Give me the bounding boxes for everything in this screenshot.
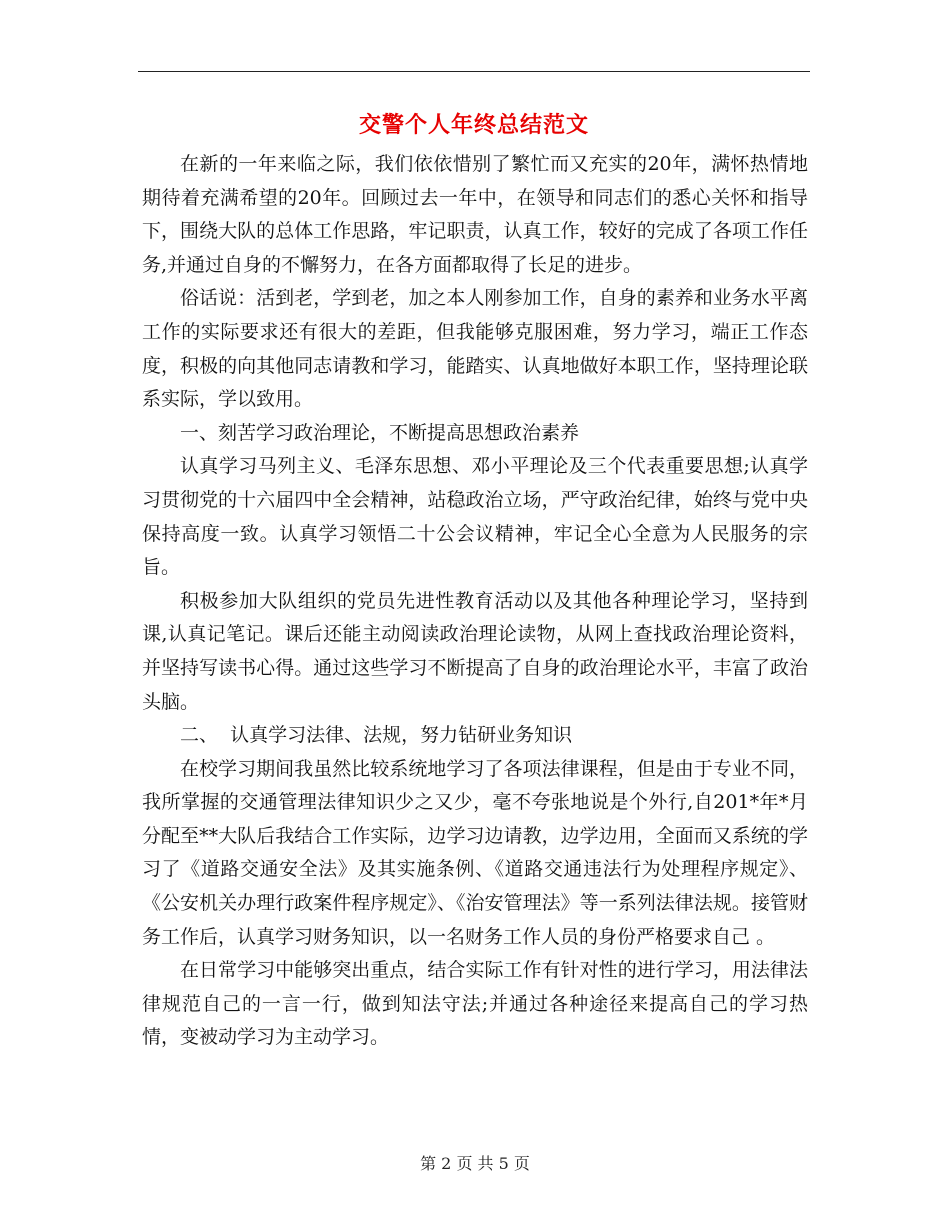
paragraph-intro: 在新的一年来临之际，我们依依惜别了繁忙而又充实的20年，满怀热情地期待着充满希望的20年。回顾过去一年中，在领导和同志们的悉心关怀和指导下，围绕大队的总体工作思路，牢记职责，认真工作，较好的完成了各项工作任务,并通过自身的不懈努力，在各方面都取得了长足的进步。 — [142, 153, 808, 276]
section-heading-2: 二、 认真学习法律、法规，努力钻研业务知识 — [180, 724, 573, 747]
header-rule — [138, 71, 810, 72]
paragraph-party-education: 积极参加大队组织的党员先进性教育活动以及其他各种理论学习，坚持到课,认真记笔记。课后还能主动阅读政治理论读物，从网上查找政治理论资料，并坚持写读书心得。通过这些学习不断提高了自身的政治理论水平，丰富了政治头脑。 — [142, 589, 808, 713]
page-number-footer: 第 2 页 共 5 页 — [420, 1154, 530, 1173]
document-body — [142, 148, 808, 1055]
document-title: 交警个人年终总结范文 — [358, 112, 589, 138]
paragraph-political-study: 认真学习马列主义、毛泽东思想、邓小平理论及三个代表重要思想;认真学习贯彻党的十六届四中全会精神，站稳政治立场，严守政治纪律，始终与党中央保持高度一致。认真学习领悟二十公会议精神，牢记全心全意为人民服务的宗旨。 — [142, 455, 808, 579]
section-heading-1: 一、刻苦学习政治理论，不断提高思想政治素养 — [180, 421, 580, 444]
paragraph-saying: 俗话说：活到老，学到老，加之本人刚参加工作，自身的素养和业务水平离工作的实际要求还有很大的差距，但我能够克服困难，努力学习，端正工作态度，积极的向其他同志请教和学习，能踏实、认真地做好本职工作，坚持理论联系实际，学以致用。 — [142, 287, 808, 411]
paragraph-law-study: 在校学习期间我虽然比较系统地学习了各项法律课程，但是由于专业不同，我所掌握的交通管理法律知识少之又少，毫不夸张地说是个外行,自201*年*月分配至**大队后我结合工作实际，边学习边请教，边学边用，全面而又系统的学习了《道路交通安全法》及其实施条例、《道路交通违法行为处理程序规定》、《公安机关办理行政案件程序规定》、《治安管理法》等一系列法律法规。接管财务工作后，认真学习财务知识，以一名财务工作人员的身份严格要求自己 。 — [142, 757, 808, 948]
paragraph-daily-study: 在日常学习中能够突出重点，结合实际工作有针对性的进行学习，用法律法律规范自己的一言一行，做到知法守法;并通过各种途径来提高自己的学习热情，变被动学习为主动学习。 — [142, 959, 808, 1049]
